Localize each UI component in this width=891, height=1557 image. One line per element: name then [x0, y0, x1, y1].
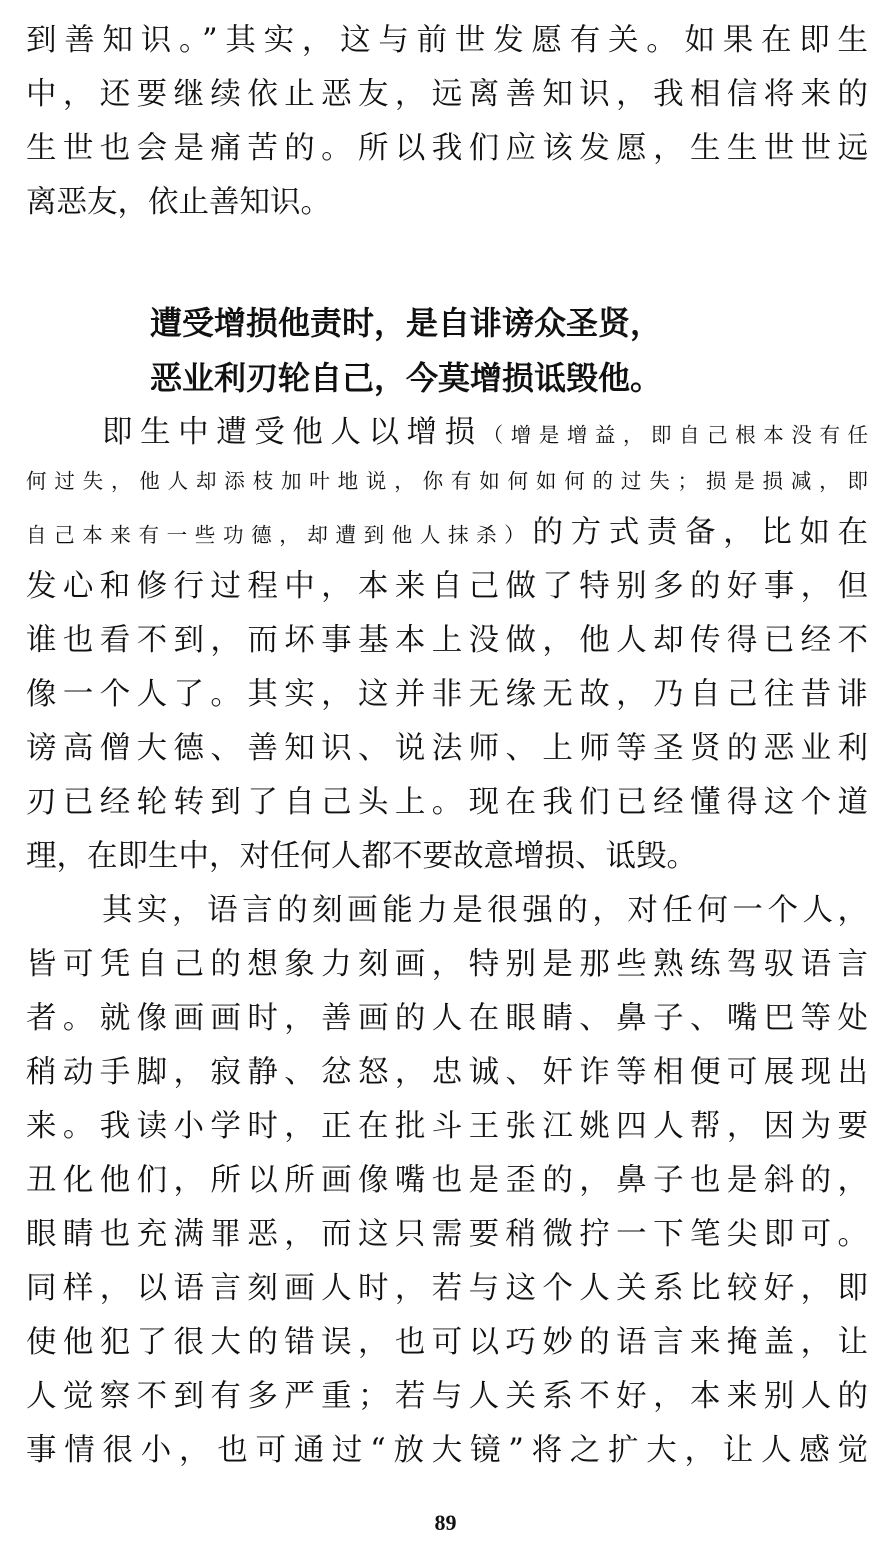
text-line: 发心和修行过程中，本来自己做了特别多的好事，但 [26, 569, 868, 604]
text-line: 来。我读小学时，正在批斗王张江姚四人帮，因为要 [26, 1109, 868, 1144]
text-line: 像一个人了。其实，这并非无缘无故，乃自己往昔诽 [26, 677, 868, 712]
verse-line: 恶业利刃轮自己，今莫增损诋毁他。 [150, 359, 663, 397]
text-line: 其实，语言的刻画能力是很强的，对任何一个人， [102, 893, 868, 928]
commentary-note-text: （增是增益，即自己根本没有任 [482, 423, 869, 447]
text-line: 中，还要继续依止恶友，远离善知识，我相信将来的 [26, 77, 868, 112]
text-line: 者。就像画画时，善画的人在眼睛、鼻子、嘴巴等处 [26, 1001, 868, 1036]
page-number: 89 [434, 1510, 457, 1535]
text-line: 谤高僧大德、善知识、说法师、上师等圣贤的恶业利 [26, 731, 868, 766]
verse-line: 遭受增损他责时，是自诽谤众圣贤， [150, 304, 663, 342]
text-line: 事情很小，也可通过“放大镜”将之扩大，让人感觉 [26, 1433, 868, 1468]
commentary-line-mixed [26, 406, 868, 456]
commentary [26, 406, 868, 884]
text-line: 生世也会是痛苦的。所以我们应该发愿，生生世世远 [26, 131, 868, 166]
paragraph-bottom [26, 884, 868, 1478]
text-line: 人觉察不到有多严重；若与人关系不好，本来别人的 [26, 1379, 868, 1414]
text-line: 眼睛也充满罪恶，而这只需要稍微拧一下笔尖即可。 [26, 1217, 868, 1252]
commentary-line-mixed [26, 506, 868, 560]
page-body [26, 14, 868, 1478]
text-line: 离恶友，依止善知识。 [26, 185, 331, 220]
text-line: 谁也看不到，而坏事基本上没做，他人却传得已经不 [26, 623, 868, 658]
text-line: 同样，以语言刻画人时，若与这个人关系比较好，即 [26, 1271, 868, 1306]
text-line: 丑化他们，所以所画像嘴也是歪的，鼻子也是斜的， [26, 1163, 868, 1198]
commentary-main-text: 的方式责备，比如在 [532, 515, 869, 550]
text-line: 刃已经轮转到了自己头上。现在我们已经懂得这个道 [26, 785, 868, 820]
verse [26, 296, 868, 406]
text-line: 理，在即生中，对任何人都不要故意增损、诋毁。 [26, 839, 697, 874]
text-line: 稍动手脚，寂静、忿怒，忠诚、奸诈等相便可展现出 [26, 1055, 868, 1090]
text-line: 到善知识。”其实，这与前世发愿有关。如果在即生 [26, 23, 868, 58]
text-line: 使他犯了很大的错误，也可以巧妙的语言来掩盖，让 [26, 1325, 868, 1360]
paragraph-top [26, 14, 868, 230]
commentary-note-text: 自己本来有一些功德，却遭到他人抹杀） [26, 523, 533, 547]
text-line: 皆可凭自己的想象力刻画，特别是那些熟练驾驭语言 [26, 947, 868, 982]
commentary-note-line: 何过失，他人却添枝加叶地说，你有如何如何的过失；损是损减，即 [26, 469, 868, 493]
section-gap [26, 230, 868, 304]
commentary-main-text: 即生中遭受他人以增损 [102, 415, 483, 450]
